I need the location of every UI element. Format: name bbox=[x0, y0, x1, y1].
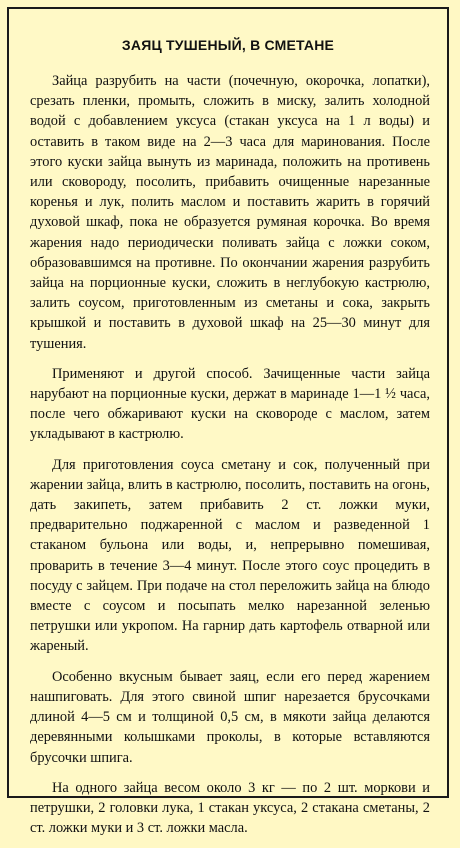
paragraph-alternative-method: Применяют и другой способ. Зачищенные части зайца нарубают на порционные куски, держат в маринаде 1—1 ½ часа, после чего обжаривают куски на сковороде с маслом, затем укладывают в кастрюлю. bbox=[30, 365, 430, 443]
paragraph-preparation: Зайца разрубить на части (почечную, окорочка, лопатки), срезать пленки, промыть, сложить в миску, залить холодной водой с добавлением уксуса (стакан уксуса на 1 л воды) и оставить в таком виде на 2—3 часа для маринования. После этого куски зайца вынуть из маринада, положить на противень или сковороду, посолить, прибавить очищенные нарезанные коренья и лук, полить маслом и поставить жарить в горячий духовой шкаф, пока не образуется румяная корочка. Во время жарения надо периодически поливать зайца с ложки соком, образовавшимся на противне. По окончании жарения разрубить зайца на порционные куски, сложить в неглубокую кастрюлю, залить соусом, приготовленным из сметаны и сока, закрыть крышкой и поставить в духовой шкаф на 25—30 минут для тушения. bbox=[30, 73, 430, 352]
paragraph-sauce: Для приготовления соуса сметану и сок, полученный при жарении зайца, влить в кастрюлю, посолить, поставить на огонь, дать закипеть, затем прибавить 2 ст. ложки муки, предварительно поджаренной с маслом и разведенной 1 стаканом бульона или воды, и, непрерывно помешивая, проварить в течение 3—4 минут. После этого соус процедить в посуду с зайцем. При подаче на стол переложить зайца на блюдо вместе с соусом и посыпать мелко нарезанной зеленью петрушки или укропом. На гарнир дать картофель отварной или жареный. bbox=[30, 456, 430, 655]
recipe-body bbox=[30, 71, 430, 848]
paragraph-ingredients: На одного зайца весом около 3 кг — по 2 шт. моркови и петрушки, 2 головки лука, 1 стакан уксуса, 2 стакана сметаны, 2 ст. ложки муки и 3 ст. ложки масла. bbox=[30, 779, 430, 837]
recipe-title: ЗАЯЦ ТУШЕНЫЙ, В СМЕТАНЕ bbox=[121, 37, 335, 53]
recipe-frame bbox=[7, 7, 449, 837]
paragraph-larding: Особенно вкусным бывает заяц, если его перед жарением нашпиговать. Для этого свиной шпиг нарезается брусочками длиной 4—5 см и толщиной 0,5 см, в мякоти зайца делаются деревянными колышками проколы, в которые вставляются брусочки шпига. bbox=[30, 668, 430, 766]
